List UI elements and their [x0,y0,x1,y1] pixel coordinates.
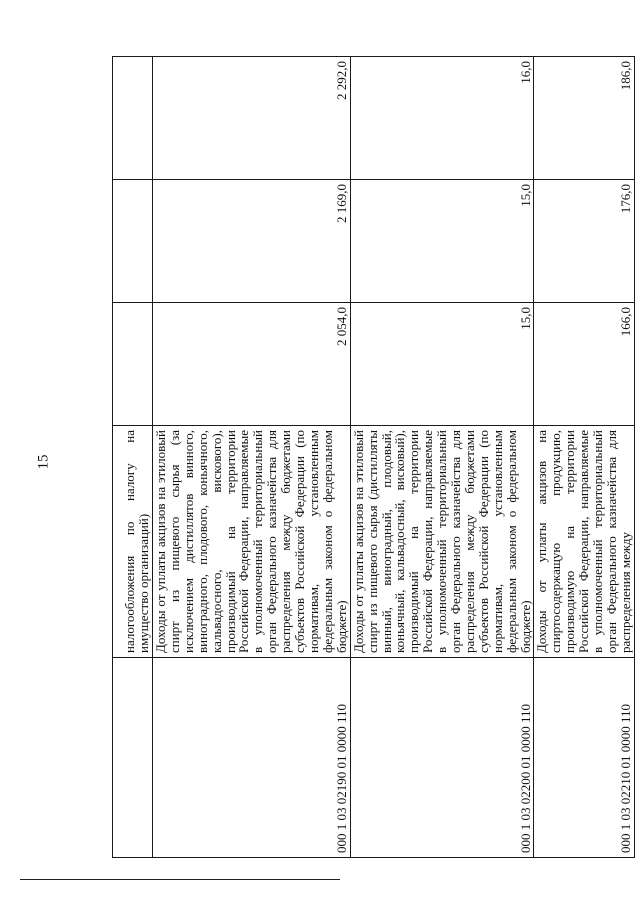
table-row [534,57,634,858]
table-row [153,57,351,858]
value-cell: 16,0 [350,57,534,180]
description-cell: налогообложения по налогу на имущество организаций) [113,426,153,658]
value-cell: 2 292,0 [153,57,351,180]
value-cell [113,57,153,180]
value-cell: 166,0 [534,303,634,426]
value-cell: 2 054,0 [153,303,351,426]
value-cell: 2 169,0 [153,180,351,303]
page-number: 15 [35,454,52,470]
budget-code-cell: 000 1 03 02200 01 0000 110 [350,658,534,858]
budget-code-cell: 000 1 03 02210 01 0000 110 [534,658,634,858]
description-cell: Доходы от уплаты акцизов на этиловый спирт из пищевого сырья (дистилляты винный, виноградный, плодовый, коньячный, кальвадосный, висковый), производимый на территории Российской Федерации, направляемые в уполномоченный территориальный орган Федерального казначейства для распределения между бюджетами субъектов Российской Федерации (по нормативам, установленным федеральным законом о федеральном бюджете) [350,426,534,658]
value-cell [113,180,153,303]
value-cell: 186,0 [534,57,634,180]
budget-code-cell [113,658,153,858]
budget-revenue-table [112,56,635,858]
table-container [112,56,633,858]
table-row [350,57,534,858]
value-cell [113,303,153,426]
budget-code-cell: 000 1 03 02190 01 0000 110 [153,658,351,858]
value-cell: 176,0 [534,180,634,303]
footer-divider [20,879,340,880]
value-cell: 15,0 [350,303,534,426]
description-cell: Доходы от уплаты акцизов на этиловый спирт из пищевого сырья (за исключением дистиллятов винного, виноградного, плодового, коньячного, кальвадосного, вискового), производимый на территории Российской Федерации, направляемые в уполномоченный территориальный орган Федерального казначейства для распределения между бюджетами субъектов Российской Федерации (по нормативам, установленным федеральным законом о федеральном бюджете) [153,426,351,658]
value-cell: 15,0 [350,180,534,303]
table-row [113,57,153,858]
description-cell: Доходы от уплаты акцизов на спиртосодержащую продукцию, производимую на территории Российской Федерации, направляемые в уполномоченный территориальный орган Федерального казначейства для распределения между [534,426,634,658]
